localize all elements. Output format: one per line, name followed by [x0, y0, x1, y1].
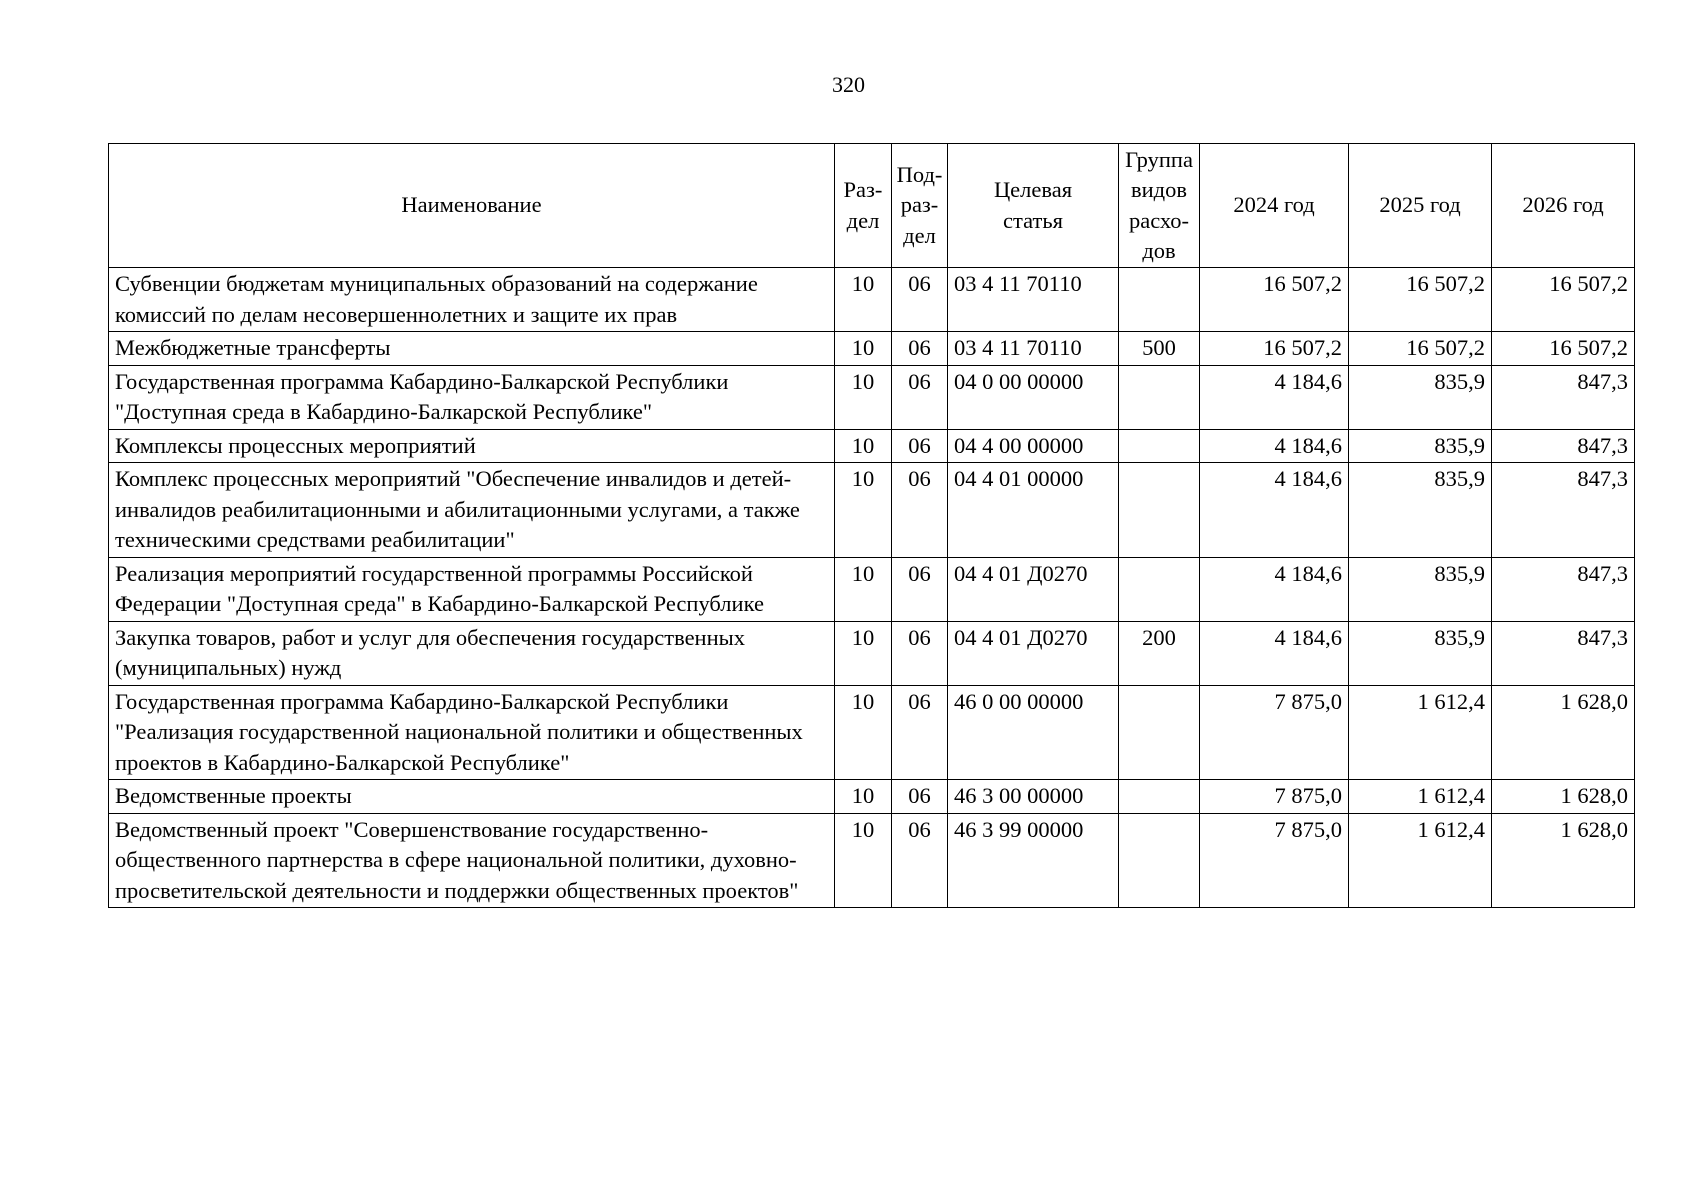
- cell-year-2025: 835,9: [1349, 621, 1492, 685]
- table-row: [109, 685, 1635, 780]
- cell-year-2025: 835,9: [1349, 557, 1492, 621]
- cell-name: Государственная программа Кабардино-Балкарской Республики "Доступная среда в Кабардино-Балкарской Республике": [109, 365, 835, 429]
- cell-year-2026: 847,3: [1492, 557, 1635, 621]
- table-row: [109, 813, 1635, 908]
- header-name: Наименование: [109, 144, 835, 268]
- cell-expense-group: [1119, 685, 1200, 780]
- cell-subsection: 06: [892, 557, 948, 621]
- cell-subsection: 06: [892, 463, 948, 558]
- cell-target-article: 03 4 11 70110: [948, 332, 1119, 366]
- cell-subsection: 06: [892, 685, 948, 780]
- cell-subsection: 06: [892, 268, 948, 332]
- cell-subsection: 06: [892, 780, 948, 814]
- cell-target-article: 46 0 00 00000: [948, 685, 1119, 780]
- cell-name: Субвенции бюджетам муниципальных образований на содержание комиссий по делам несовершеннолетних и защите их прав: [109, 268, 835, 332]
- cell-name: Ведомственные проекты: [109, 780, 835, 814]
- cell-section: 10: [835, 621, 892, 685]
- cell-target-article: 04 0 00 00000: [948, 365, 1119, 429]
- header-subsection: Под- раз- дел: [892, 144, 948, 268]
- table-row: [109, 429, 1635, 463]
- cell-year-2026: 1 628,0: [1492, 685, 1635, 780]
- cell-subsection: 06: [892, 621, 948, 685]
- cell-name: Государственная программа Кабардино-Балкарской Республики "Реализация государственной национальной политики и общественных проектов в Кабардино-Балкарской Республике": [109, 685, 835, 780]
- cell-section: 10: [835, 685, 892, 780]
- header-year-2024: 2024 год: [1200, 144, 1349, 268]
- cell-expense-group: [1119, 463, 1200, 558]
- cell-year-2026: 16 507,2: [1492, 268, 1635, 332]
- cell-target-article: 46 3 00 00000: [948, 780, 1119, 814]
- cell-year-2025: 16 507,2: [1349, 268, 1492, 332]
- cell-target-article: 04 4 01 00000: [948, 463, 1119, 558]
- header-expense-group: Группа видов расхо- дов: [1119, 144, 1200, 268]
- budget-table: [108, 143, 1635, 908]
- cell-name: Закупка товаров, работ и услуг для обеспечения государственных (муниципальных) нужд: [109, 621, 835, 685]
- cell-expense-group: [1119, 429, 1200, 463]
- cell-year-2024: 4 184,6: [1200, 429, 1349, 463]
- cell-year-2024: 4 184,6: [1200, 463, 1349, 558]
- cell-year-2025: 1 612,4: [1349, 685, 1492, 780]
- cell-name: Комплекс процессных мероприятий "Обеспечение инвалидов и детей-инвалидов реабилитационными и абилитационными услугами, а также техническими средствами реабилитации": [109, 463, 835, 558]
- cell-target-article: 04 4 01 Д0270: [948, 557, 1119, 621]
- cell-year-2026: 847,3: [1492, 621, 1635, 685]
- cell-year-2025: 1 612,4: [1349, 813, 1492, 908]
- cell-target-article: 46 3 99 00000: [948, 813, 1119, 908]
- header-section: Раз- дел: [835, 144, 892, 268]
- cell-section: 10: [835, 429, 892, 463]
- cell-section: 10: [835, 780, 892, 814]
- cell-target-article: 04 4 00 00000: [948, 429, 1119, 463]
- header-target-article: Целевая статья: [948, 144, 1119, 268]
- cell-section: 10: [835, 557, 892, 621]
- cell-year-2026: 1 628,0: [1492, 780, 1635, 814]
- cell-section: 10: [835, 332, 892, 366]
- cell-subsection: 06: [892, 332, 948, 366]
- cell-expense-group: 200: [1119, 621, 1200, 685]
- cell-year-2025: 1 612,4: [1349, 780, 1492, 814]
- cell-target-article: 04 4 01 Д0270: [948, 621, 1119, 685]
- cell-section: 10: [835, 268, 892, 332]
- cell-year-2026: 847,3: [1492, 365, 1635, 429]
- cell-year-2024: 16 507,2: [1200, 332, 1349, 366]
- cell-expense-group: [1119, 557, 1200, 621]
- cell-subsection: 06: [892, 813, 948, 908]
- cell-year-2024: 4 184,6: [1200, 557, 1349, 621]
- table-row: [109, 365, 1635, 429]
- cell-year-2026: 16 507,2: [1492, 332, 1635, 366]
- header-year-2026: 2026 год: [1492, 144, 1635, 268]
- cell-expense-group: [1119, 365, 1200, 429]
- cell-year-2024: 7 875,0: [1200, 813, 1349, 908]
- table-row: [109, 268, 1635, 332]
- table-header-row: [109, 144, 1635, 268]
- cell-year-2026: 847,3: [1492, 463, 1635, 558]
- cell-year-2024: 7 875,0: [1200, 780, 1349, 814]
- cell-year-2024: 4 184,6: [1200, 621, 1349, 685]
- cell-name: Комплексы процессных мероприятий: [109, 429, 835, 463]
- header-year-2025: 2025 год: [1349, 144, 1492, 268]
- cell-year-2025: 835,9: [1349, 463, 1492, 558]
- cell-expense-group: [1119, 780, 1200, 814]
- table-row: [109, 557, 1635, 621]
- cell-year-2025: 835,9: [1349, 429, 1492, 463]
- cell-year-2025: 16 507,2: [1349, 332, 1492, 366]
- cell-year-2024: 16 507,2: [1200, 268, 1349, 332]
- cell-name: Ведомственный проект "Совершенствование государственно-общественного партнерства в сфере национальной политики, духовно-просветительской деятельности и поддержки общественных проектов": [109, 813, 835, 908]
- cell-section: 10: [835, 813, 892, 908]
- cell-year-2026: 1 628,0: [1492, 813, 1635, 908]
- table-body: [109, 268, 1635, 908]
- page-number: 320: [832, 72, 865, 97]
- cell-subsection: 06: [892, 429, 948, 463]
- cell-section: 10: [835, 463, 892, 558]
- cell-section: 10: [835, 365, 892, 429]
- cell-year-2024: 7 875,0: [1200, 685, 1349, 780]
- table-row: [109, 621, 1635, 685]
- cell-expense-group: 500: [1119, 332, 1200, 366]
- table-row: [109, 332, 1635, 366]
- cell-target-article: 03 4 11 70110: [948, 268, 1119, 332]
- cell-name: Межбюджетные трансферты: [109, 332, 835, 366]
- cell-name: Реализация мероприятий государственной программы Российской Федерации "Доступная среда" в Кабардино-Балкарской Республике: [109, 557, 835, 621]
- cell-year-2026: 847,3: [1492, 429, 1635, 463]
- table-row: [109, 463, 1635, 558]
- cell-expense-group: [1119, 813, 1200, 908]
- table-row: [109, 780, 1635, 814]
- cell-year-2025: 835,9: [1349, 365, 1492, 429]
- cell-expense-group: [1119, 268, 1200, 332]
- cell-year-2024: 4 184,6: [1200, 365, 1349, 429]
- cell-subsection: 06: [892, 365, 948, 429]
